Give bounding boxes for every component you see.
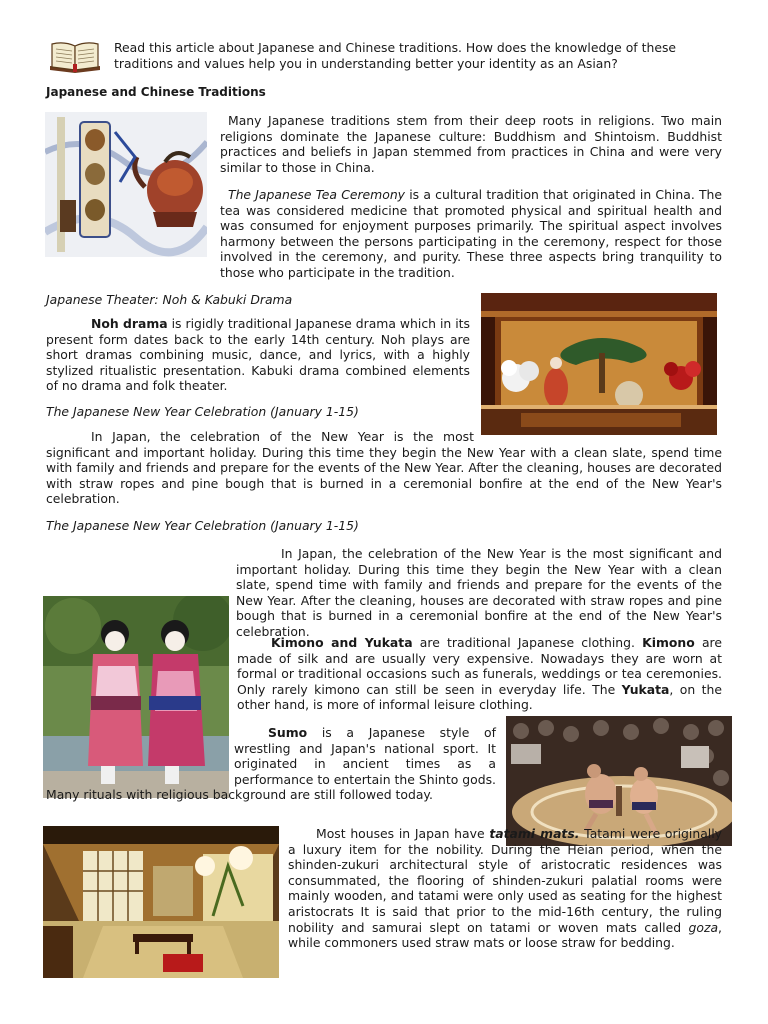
kimono-paragraph [237, 635, 722, 713]
page-title: Japanese and Chinese Traditions [46, 85, 266, 99]
newyear-heading-2: The Japanese New Year Celebration (January 1-15) [46, 518, 359, 533]
newyear-heading-1: The Japanese New Year Celebration (January 1-15) [46, 404, 359, 419]
tea-lead: The Japanese Tea Ceremony [228, 187, 406, 202]
tea-text: is a cultural tradition that originated in China. The tea was considered medicine that promoted physical and spiritual health and was consumed for enjoyment purposes primarily. The spiritual aspect involves harmony between the persons participating in the ceremony, respect for those involved in the ceremony, and purity. These three aspects bring tranquility to those who participate in the tradition. [220, 187, 723, 280]
float-spacer [46, 187, 220, 265]
book-icon [48, 40, 102, 74]
tatami-lead: tatami mats. [489, 826, 580, 841]
kimono-term: Kimono [642, 635, 695, 650]
kimono-text-1: are traditional Japanese clothing. [412, 635, 643, 650]
theater-heading: Japanese Theater: Noh & Kabuki Drama [46, 292, 293, 307]
newyear-text-2: In Japan, the celebration of the New Year is the most significant and important holiday. During this time they begin the New Year with a clean slate, spend time with family and friends and prepare for the events of the New Year. After the cleaning, houses are decorated with straw ropes and pine bough that is burned in a ceremonial bonfire at the end of the New Year's celebration. [236, 546, 722, 639]
sumo-text: is a Japanese style of wrestling and Japan's national sport. It originated in ancient times as a performance to entertain the Shinto gods. Many rituals with religious background are still followed today. [46, 725, 496, 803]
noh-text: is rigidly traditional Japanese drama which in its present form dates back to the early 14th century. Noh plays are short dramas combining music, dance, and lyrics, with a highly stylized ritualistic presentation. Kabuki drama combined elements of no drama and folk theater. [46, 316, 470, 394]
yukata-term: Yukata [621, 681, 670, 697]
kimono-text-3: , on the other hand, is more of informal leisure clothing. [237, 681, 722, 713]
float-spacer [46, 725, 234, 787]
newyear-text-1: In Japan, the celebration of the New Year is the most significant and important holiday. During this time they begin the New Year with a clean slate, spend time with family and friends and prepare for the events of the New Year. After the cleaning, houses are decorated with straw ropes and pine bough that is burned in a ceremonial bonfire at the end of the New Year's celebration. [46, 429, 722, 507]
noh-paragraph [46, 316, 470, 394]
float-spacer [474, 429, 722, 439]
sumo-paragraph [46, 725, 496, 803]
tatami-paragraph [288, 826, 722, 951]
tatami-text-3: , while commoners used straw mats or loose straw for bedding. [288, 919, 722, 951]
tatami-text-2: Tatami were originally a luxury item for the nobility. During the Heian period, when the shinden-zukuri architectural style of aristocratic residences was consummated, the flooring of shinden-zukuri palatial rooms were mainly wooden, and tatami were only used as seating for the highest aristocrats It is said that prior to the mid-16th century, the ruling nobility and samurai slept on tatami or woven mats called [288, 826, 723, 935]
newyear-paragraph-1 [46, 429, 722, 507]
noh-lead: Noh drama [91, 316, 168, 331]
tatami-room-photo [43, 826, 279, 978]
intro-text: Read this article about Japanese and Chinese traditions. How does the knowledge of these traditions and values help you in understanding better your identity as an Asian? [114, 40, 677, 71]
tea-paragraph [46, 187, 722, 281]
noh-stage-photo [481, 293, 717, 435]
religion-text: Many Japanese traditions stem from their deep roots in religions. Two main religions dominate the Japanese culture: Buddhism and Shintoism. Buddhist practices and beliefs in Japan stemmed from practices in China and were very similar to those in China. [220, 113, 722, 175]
kimono-lead: Kimono and Yukata [271, 635, 413, 650]
kimono-text-2: are made of silk and are usually very expensive. Nowadays they are worn at formal or traditional occasions such as funerals, weddings or tea ceremonies. Only rarely kimono can still be seen in everyday life. The [237, 635, 723, 697]
tatami-text-1: Most houses in Japan have [316, 826, 490, 841]
religion-paragraph [220, 113, 722, 175]
sumo-lead: Sumo [268, 725, 308, 740]
goza-term: goza [688, 919, 719, 935]
